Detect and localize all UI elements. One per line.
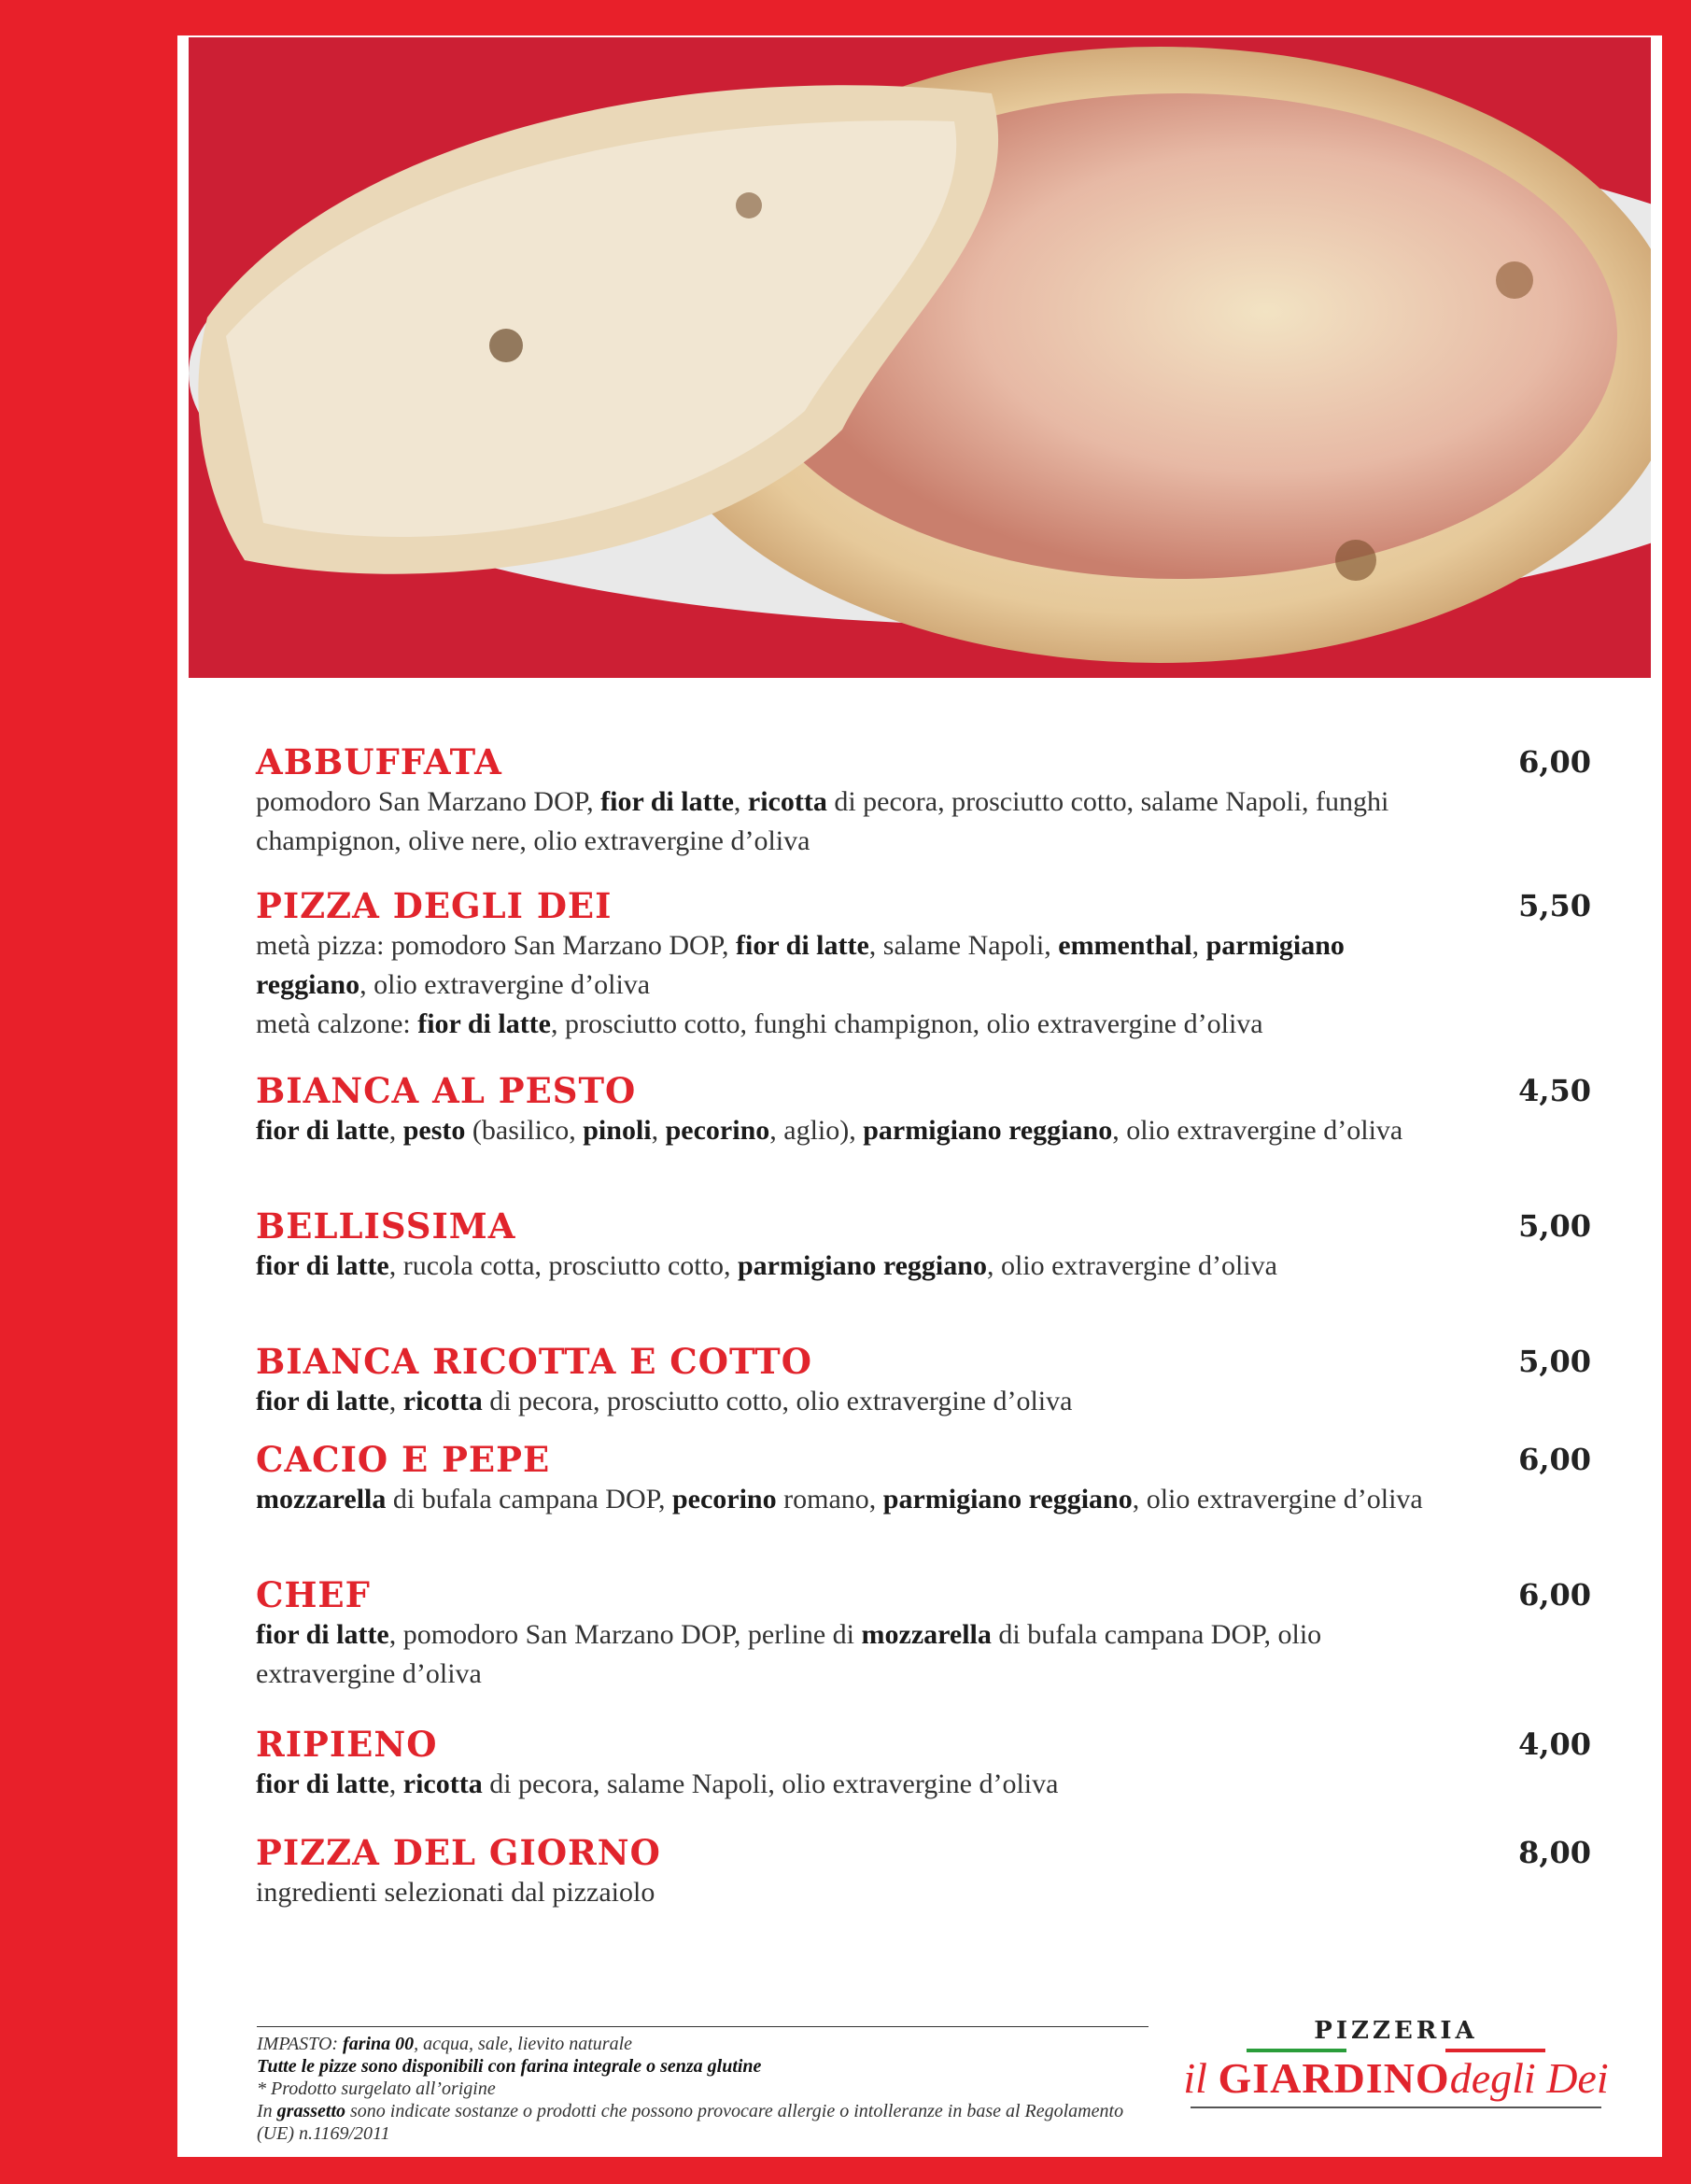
allergen-note: In grassetto sono indicate sostanze o prodotti che possono provocare allergie o intolleranze in base al Regolamento (UE) n.1169/2011 [257,2101,1124,2144]
item-description [256,1247,1442,1286]
item-name: CACIO E PEPE [256,1439,551,1480]
footer-notes [257,2026,1144,2145]
ingredient-bold: ricotta [402,1386,483,1416]
item-name: BELLISSIMA [256,1205,516,1247]
ingredient-text: metà pizza: pomodoro San Marzano DOP, [256,930,737,961]
ingredient-text: pomodoro San Marzano DOP, [256,786,601,817]
ingredient-bold: emmenthal [1058,930,1192,961]
ingredient-text: di pecora, salame Napoli, olio extravergine d’oliva [482,1768,1059,1799]
description-line [256,1005,1442,1044]
pizza-photo [189,37,1651,678]
item-description [256,1615,1442,1694]
description-line [256,1382,1442,1421]
ingredient-bold: parmigiano reggiano [863,1115,1113,1146]
ingredient-text: , [388,1386,403,1416]
ingredient-text: di pecora, prosciutto cotto, salame Napoli, funghi champignon, olive nere, olio extravergine d’oliva [256,786,1389,856]
item-price: 6,00 [1518,744,1591,780]
item-name: PIZZA DEGLI DEI [256,885,613,926]
ingredient-bold: pesto [402,1115,466,1146]
pizza-illustration [189,37,1651,678]
menu-item [256,1724,1591,1798]
menu-page [177,35,1662,2157]
description-line [256,1247,1442,1286]
ingredient-text: , olio extravergine d’oliva [986,1250,1277,1281]
ingredient-text: , [651,1115,666,1146]
item-price: 5,00 [1518,1208,1591,1244]
menu-item [256,1070,1591,1180]
item-description [256,1873,1442,1912]
ingredient-text: , olio extravergine d’oliva [1132,1484,1423,1515]
ingredient-text: , salame Napoli, [868,930,1059,961]
description-line [256,926,1442,1005]
menu-item [256,741,1591,856]
item-description [256,782,1442,861]
ingredient-bold: pecorino [671,1484,777,1515]
ingredient-text: , olio extravergine d’oliva [1112,1115,1403,1146]
ingredient-bold: mozzarella [256,1484,387,1515]
ingredient-text: , olio extravergine d’oliva [359,969,651,1000]
menu-list [256,741,1591,1907]
ingredient-bold: pecorino [665,1115,770,1146]
description-line [256,782,1442,861]
gluten-note: Tutte le pizze sono disponibili con farina integrale o senza glutine [257,2056,762,2077]
item-price: 8,00 [1518,1835,1591,1870]
item-name: RIPIENO [256,1724,438,1765]
logo-title: il GIARDINOdegli Dei [1183,2054,1609,2102]
frozen-note: * Prodotto surgelato all’origine [257,2078,496,2099]
flag-white [1346,2049,1446,2052]
ingredient-bold: ricotta [747,786,827,817]
ingredient-bold: fior di latte [600,786,734,817]
ingredient-text: , [733,786,748,817]
pizzeria-logo [1163,2017,1629,2120]
footer-divider [257,2026,1148,2027]
ingredient-text: , [1191,930,1206,961]
item-name: BIANCA AL PESTO [256,1070,637,1111]
menu-item [256,1574,1591,1689]
ingredient-bold: fior di latte [256,1768,389,1799]
italian-flag-stripe [1247,2049,1545,2052]
ingredient-text: metà calzone: [256,1008,418,1039]
item-name: ABBUFFATA [256,741,502,782]
item-description [256,1111,1442,1150]
logo-underline [1191,2107,1601,2108]
ingredient-text: di pecora, prosciutto cotto, olio extravergine d’oliva [482,1386,1073,1416]
description-line [256,1480,1442,1519]
item-name: BIANCA RICOTTA E COTTO [256,1341,812,1382]
description-line [256,1765,1442,1804]
ingredient-text: , prosciutto cotto, funghi champignon, olio extravergine d’oliva [550,1008,1263,1039]
impasto-note: IMPASTO: farina 00, acqua, sale, lievito naturale [257,2034,633,2054]
ingredient-text: (basilico, [465,1115,584,1146]
ingredient-text: , pomodoro San Marzano DOP, perline di [388,1619,862,1650]
description-line [256,1111,1442,1150]
ingredient-text: ingredienti selezionati dal pizzaiolo [256,1877,655,1908]
flag-green [1247,2049,1346,2052]
item-price: 5,00 [1518,1344,1591,1379]
menu-item [256,1341,1591,1416]
menu-item [256,1832,1591,1907]
ingredient-text: , [388,1768,403,1799]
ingredient-bold: mozzarella [861,1619,992,1650]
item-description [256,1765,1442,1804]
ingredient-bold: parmigiano reggiano [737,1250,987,1281]
ingredient-bold: fior di latte [256,1250,389,1281]
description-line [256,1873,1442,1912]
item-name: CHEF [256,1574,371,1615]
item-description [256,1480,1442,1519]
flag-red [1445,2049,1545,2052]
ingredient-text: di bufala campana DOP, olio extravergine d’oliva [256,1619,1322,1689]
ingredient-text: romano, [776,1484,883,1515]
item-description [256,926,1442,1044]
ingredient-bold: parmigiano reggiano [256,930,1345,1000]
item-price: 4,50 [1518,1073,1591,1108]
ingredient-bold: parmigiano reggiano [882,1484,1133,1515]
ingredient-bold: fior di latte [256,1619,389,1650]
item-price: 5,50 [1518,888,1591,923]
menu-item [256,885,1591,1063]
item-price: 4,00 [1518,1726,1591,1762]
ingredient-text: , rucola cotta, prosciutto cotto, [388,1250,738,1281]
ingredient-bold: ricotta [402,1768,483,1799]
ingredient-text: , aglio), [769,1115,864,1146]
ingredient-text: , [388,1115,403,1146]
ingredient-bold: fior di latte [736,930,869,961]
menu-item [256,1439,1591,1549]
description-line [256,1615,1442,1694]
item-price: 6,00 [1518,1577,1591,1613]
menu-item [256,1205,1591,1316]
item-price: 6,00 [1518,1442,1591,1477]
ingredient-bold: pinoli [583,1115,652,1146]
ingredient-text: di bufala campana DOP, [386,1484,672,1515]
ingredient-bold: fior di latte [256,1386,389,1416]
item-description [256,1382,1442,1421]
item-name: PIZZA DEL GIORNO [256,1832,661,1873]
logo-pizzeria-label: PIZZERIA [1314,2017,1478,2045]
ingredient-bold: fior di latte [417,1008,551,1039]
ingredient-bold: fior di latte [256,1115,389,1146]
